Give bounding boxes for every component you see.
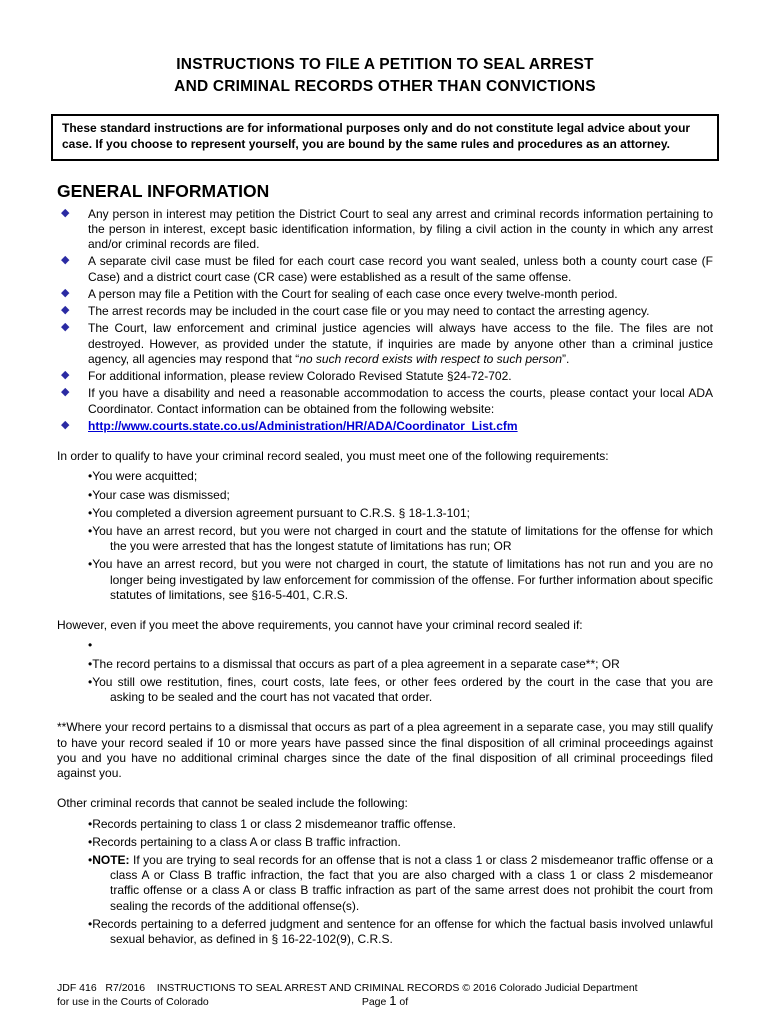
bullet-text: For additional information, please review Colorado Revised Statute §24-72-702. [88,369,512,384]
page-label-prefix: Page [361,995,387,1008]
ada-coordinator-link[interactable]: http://www.courts.state.co.us/Administration/HR/ADA/Coordinator_List.cfm [88,418,518,433]
diamond-bullet-icon: ◆ [61,369,70,382]
list-item-text: Your case was dismissed; [92,487,230,502]
other-records-list [57,817,713,948]
bullet-text: The arrest records may be included in the court case file or you may need to contact the arresting agency. [88,304,650,319]
bullet-text [88,321,713,365]
qualify-list [57,469,713,603]
diamond-bullet-icon: ◆ [61,254,70,267]
general-bullet-item [57,207,713,253]
cannot-item [57,657,713,672]
other-record-note-item [57,853,713,914]
footer-usage-note: for use in the Courts of Colorado [57,996,209,1009]
list-item-text: You completed a diversion agreement pursuant to C.R.S. § 18-1.3-101; [92,505,470,520]
list-item-text: You were acquitted; [92,469,198,484]
list-item-text: The record pertains to a dismissal that occurs as part of a plea agreement in a separate case**; OR [92,656,620,671]
note-label: NOTE: [92,852,130,867]
document-title [57,54,713,97]
dot-bullet-icon: • [88,557,93,572]
dot-bullet-icon: • [88,505,93,520]
cannot-intro: However, even if you meet the above requirements, you cannot have your criminal record sealed if: [57,618,583,633]
note-text: If you are trying to seal records for an offense that is not a class 1 or class 2 misdemeanor traffic offense or a class A or Class B traffic infraction, the fact that you are also charged with a class 1 or class 2 misdemeanor traffic offense or a class A or class B traffic infraction as part of the same arrest does not prohibit the court from sealing the records of the additional offense(s). [110,852,713,913]
qualify-intro: In order to qualify to have your criminal record sealed, you must meet one of the following requirements: [57,449,609,464]
dot-bullet-icon: • [88,816,93,831]
bullet-text: A separate civil case must be filed for each court case record you want sealed, unless both a county court case (F Case) and a district court case (CR case) were established as a result of the same offense. [88,254,713,284]
dot-bullet-icon: • [88,916,93,931]
notice-box: These standard instructions are for informational purposes only and do not constitute legal advice about your case. If you choose to represent yourself, you are bound by the same rules and procedures as an attorney. [51,114,719,160]
general-bullet-item [57,321,713,367]
dot-bullet-icon: • [88,834,93,849]
other-record-item [57,835,713,850]
general-bullet-item [57,287,713,302]
general-bullet-item [57,304,713,319]
page-number-value: 1 [389,992,397,1008]
dot-bullet-icon: • [88,656,93,671]
general-bullet-item [57,419,713,434]
cannot-item [57,638,713,653]
qualify-item [57,524,713,554]
other-record-item [57,817,713,832]
list-item-text: You still owe restitution, fines, court costs, late fees, or other fees ordered by the court in the case that you are asking to be sealed and the court has not vacated that order. [92,674,713,705]
qualify-item [57,557,713,603]
diamond-bullet-icon: ◆ [61,206,70,219]
plea-agreement-footnote: **Where your record pertains to a dismissal that occurs as part of a plea agreement in a separate case, you may still qualify to have your record sealed if 10 or more years have passed since the final disposition of all criminal proceedings against you and you have no additional criminal charges since the date of the final disposition of all criminal proceedings filed against you. [57,720,713,781]
title-line1: INSTRUCTIONS TO FILE A PETITION TO SEAL ARREST [176,56,594,73]
cannot-list [57,638,713,705]
general-bullet-item [57,254,713,284]
bullet-text: Any person in interest may petition the District Court to seal any arrest and criminal records information pertaining to the person in interest, except basic identification information, by filing a civil action in the county in which any arrest and/or criminal records are filed. [88,206,713,252]
diamond-bullet-icon: ◆ [61,418,70,431]
dot-bullet-icon: • [88,487,93,502]
general-information-heading: GENERAL INFORMATION [57,180,270,201]
qualify-item [57,488,713,503]
general-information-list [57,207,713,434]
qualify-item [57,506,713,521]
bullet-text-italic: no such record exists with respect to such person [299,351,563,366]
diamond-bullet-icon: ◆ [61,286,70,299]
other-record-item [57,917,713,947]
list-item-text: Records pertaining to a deferred judgment and sentence for an offense for which the factual basis involved unlawful sexual behavior, as defined in § 16-22-102(9), C.R.S. [92,916,713,947]
diamond-bullet-icon: ◆ [61,304,70,317]
cannot-item [57,675,713,705]
general-bullet-item [57,369,713,384]
page-number [57,992,713,1010]
list-item-text: Records pertaining to class 1 or class 2 misdemeanor traffic offense. [92,816,456,831]
diamond-bullet-icon: ◆ [61,321,70,334]
general-bullet-item [57,386,713,416]
diamond-bullet-icon: ◆ [61,386,70,399]
page-footer [57,981,713,1010]
list-item-text: Records pertaining to a class A or class B traffic infraction. [92,834,401,849]
list-item-text [92,853,713,913]
list-item-text: You have an arrest record, but you were not charged in court and the statute of limitations for the offense for which the you were arrested that has the longest statute of limitations has run; OR [92,524,713,554]
title-line2: AND CRIMINAL RECORDS OTHER THAN CONVICTIONS [174,77,596,95]
bullet-text: If you have a disability and need a reasonable accommodation to access the courts, please contact your local ADA Coordinator. Contact information can be obtained from the following website: [88,386,713,416]
other-records-intro: Other criminal records that cannot be sealed include the following: [57,796,408,811]
qualify-item [57,469,713,484]
footer-form-id: JDF 416 R7/2016 INSTRUCTIONS TO SEAL ARREST AND CRIMINAL RECORDS © 2016 Colorado Judicial Department [57,981,638,994]
list-item-text: You have an arrest record, but you were not charged in court, the statute of limitations has not run and you are no longer being investigated by law enforcement for commission of the offense. For further information about specific statutes of limitations, see §16-5-401, C.R.S. [92,557,713,602]
dot-bullet-icon: • [88,852,93,867]
dot-bullet-icon: • [88,524,93,538]
dot-bullet-icon: • [88,469,93,484]
page-label-suffix: of [399,995,409,1008]
dot-bullet-icon: • [88,674,93,689]
bullet-text-pre: The Court, law enforcement and criminal justice agencies will always have access to the file. The files are not destroyed. However, as provided under the statute, if inquiries are made by anyone other than a criminal justice agency, all agencies may respond that “ [88,321,713,366]
dot-bullet-icon: • [88,638,93,653]
bullet-text-post: ”. [562,351,570,366]
bullet-text: A person may file a Petition with the Court for sealing of each case once every twelve-month period. [88,286,618,301]
